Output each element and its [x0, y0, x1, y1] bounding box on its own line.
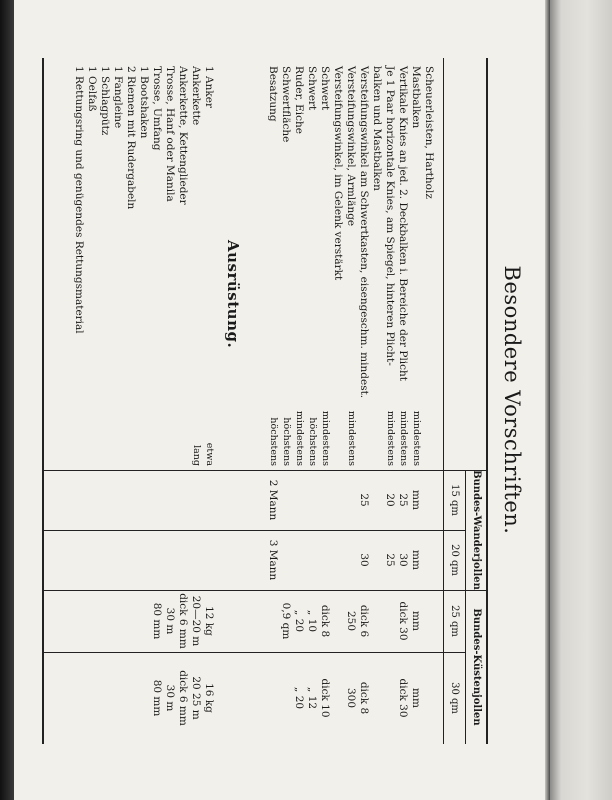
equipment-25qm: 30 m	[164, 607, 176, 635]
equipment-25qm: 12 kg	[203, 606, 215, 636]
cell-25qm: 0,9 qm	[280, 602, 292, 640]
cell-25qm: „ 20	[293, 609, 305, 633]
cell-25qm: „ 10	[306, 609, 318, 633]
row-label: Besatzung	[267, 66, 279, 122]
equipment-30qm: 30 m	[164, 684, 176, 712]
cell-20qm: 3 Mann	[267, 539, 279, 581]
row-qualifier: höchstens	[281, 417, 292, 466]
equipment-30qm: 16 kg	[203, 683, 215, 713]
row-qualifier: mindestens	[398, 410, 409, 466]
row-label: Schwert	[319, 66, 331, 111]
cell-20qm: mm	[410, 550, 422, 570]
row-label: Mastbalken	[410, 66, 422, 129]
cell-30qm: dick 8	[358, 681, 370, 715]
header-wander: Bundes-Wanderjollen	[471, 470, 482, 590]
document-page	[14, 0, 550, 800]
cell-30qm: „ 20	[293, 686, 305, 710]
row-qualifier: mindestens	[385, 410, 396, 466]
row-qualifier: höchstens	[268, 417, 279, 466]
row-label: Schwert	[306, 66, 318, 111]
equipment-30qm: dick 6 mm	[177, 670, 189, 726]
cell-30qm: 300	[345, 687, 357, 709]
row-qualifier: mindestens	[294, 410, 305, 466]
row-label: Versteifungswinkel, Armlänge	[345, 66, 357, 227]
cell-30qm: mm	[410, 688, 422, 708]
equipment-label: 1 Fangleine	[112, 66, 124, 129]
scan-left-edge	[0, 0, 14, 800]
row-qualifier: mindestens	[411, 410, 422, 466]
header-col-15: 15 qm	[449, 484, 460, 516]
group-rule	[465, 470, 466, 744]
cell-30qm: dick 10	[319, 678, 331, 718]
equipment-label: Trosse, Hanf oder Manila	[164, 66, 176, 202]
equipment-25qm: 80 mm	[151, 602, 163, 640]
row-qualifier: mindestens	[346, 410, 357, 466]
cell-25qm: dick 6	[358, 604, 370, 638]
cell-15qm: 2 Mann	[267, 479, 279, 521]
header-col-25: 25 qm	[449, 605, 460, 637]
row-label: Vertikale Knies an jed. 2. Deckbalken i. Bereiche der Plicht	[397, 66, 409, 382]
facing-page	[550, 0, 612, 800]
equipment-label: Trosse, Umfang	[151, 66, 163, 151]
header-col-30: 30 qm	[449, 682, 460, 714]
cell-15qm: 25	[397, 493, 409, 507]
header-rule	[443, 58, 444, 744]
row-label: Scheuerleisten, Hartholz	[423, 66, 435, 199]
row-qualifier: höchstens	[307, 417, 318, 466]
equipment-qualifier: lang	[191, 445, 202, 466]
equipment-label: 1 Oelfaß	[86, 66, 98, 112]
top-rule	[486, 58, 488, 744]
page-title: Besondere Vorschriften.	[500, 265, 524, 535]
row-label: Je 1 Paar horizontale Knies, am Spiegel, hinteren Plicht-	[384, 66, 396, 366]
equipment-label: Ankerkette, Kettenglieder	[177, 66, 189, 205]
rotated-content	[32, 30, 532, 770]
row-label: balken und Mastbalken	[371, 66, 383, 191]
equipment-30qm: 20 25 m	[190, 676, 202, 720]
cell-15qm: mm	[410, 490, 422, 510]
cell-20qm: 30	[358, 553, 370, 567]
cell-25qm: mm	[410, 611, 422, 631]
row-label: Ruder, Eiche	[293, 66, 305, 135]
cell-15qm: 25	[358, 493, 370, 507]
equipment-25qm: dick 6 mm	[177, 593, 189, 649]
header-col-20: 20 qm	[449, 544, 460, 576]
equipment-label: 1 Rettungsring und genügendes Rettungsmaterial	[73, 66, 85, 334]
cell-30qm: dick 30	[397, 678, 409, 718]
cell-25qm: 250	[345, 610, 357, 632]
equipment-25qm: 20—20 m	[190, 595, 202, 647]
equipment-label: Ankerkette	[190, 66, 202, 126]
section-heading-ausruestung: Ausrüstung.	[224, 240, 242, 349]
equipment-label: 2 Riemen mit Rudergabeln	[125, 66, 137, 210]
equipment-qualifier: etwa	[204, 442, 215, 466]
cell-25qm: dick 8	[319, 604, 331, 638]
equipment-30qm: 80 mm	[151, 679, 163, 717]
cell-20qm: 30	[397, 553, 409, 567]
cell-30qm: „ 12	[306, 686, 318, 710]
bottom-rule	[42, 58, 44, 744]
row-label: Versteifungswinkel, im Gelenk verstärkt	[332, 66, 344, 281]
equipment-label: 1 Anker	[203, 66, 215, 108]
row-label: Versteifungswinkel am Schwertkasten, eisengeschm. mindest.	[358, 66, 370, 399]
equipment-label: 1 Bootshaken	[138, 66, 150, 139]
header-kuesten: Bundes-Küstenjollen	[471, 608, 482, 726]
cell-25qm: dick 30	[397, 601, 409, 641]
cell-20qm: 25	[384, 553, 396, 567]
equipment-label: 1 Schlagpütz	[99, 66, 111, 136]
row-label: Schwertfläche	[280, 66, 292, 143]
row-qualifier: mindestens	[320, 410, 331, 466]
cell-15qm: 20	[384, 493, 396, 507]
